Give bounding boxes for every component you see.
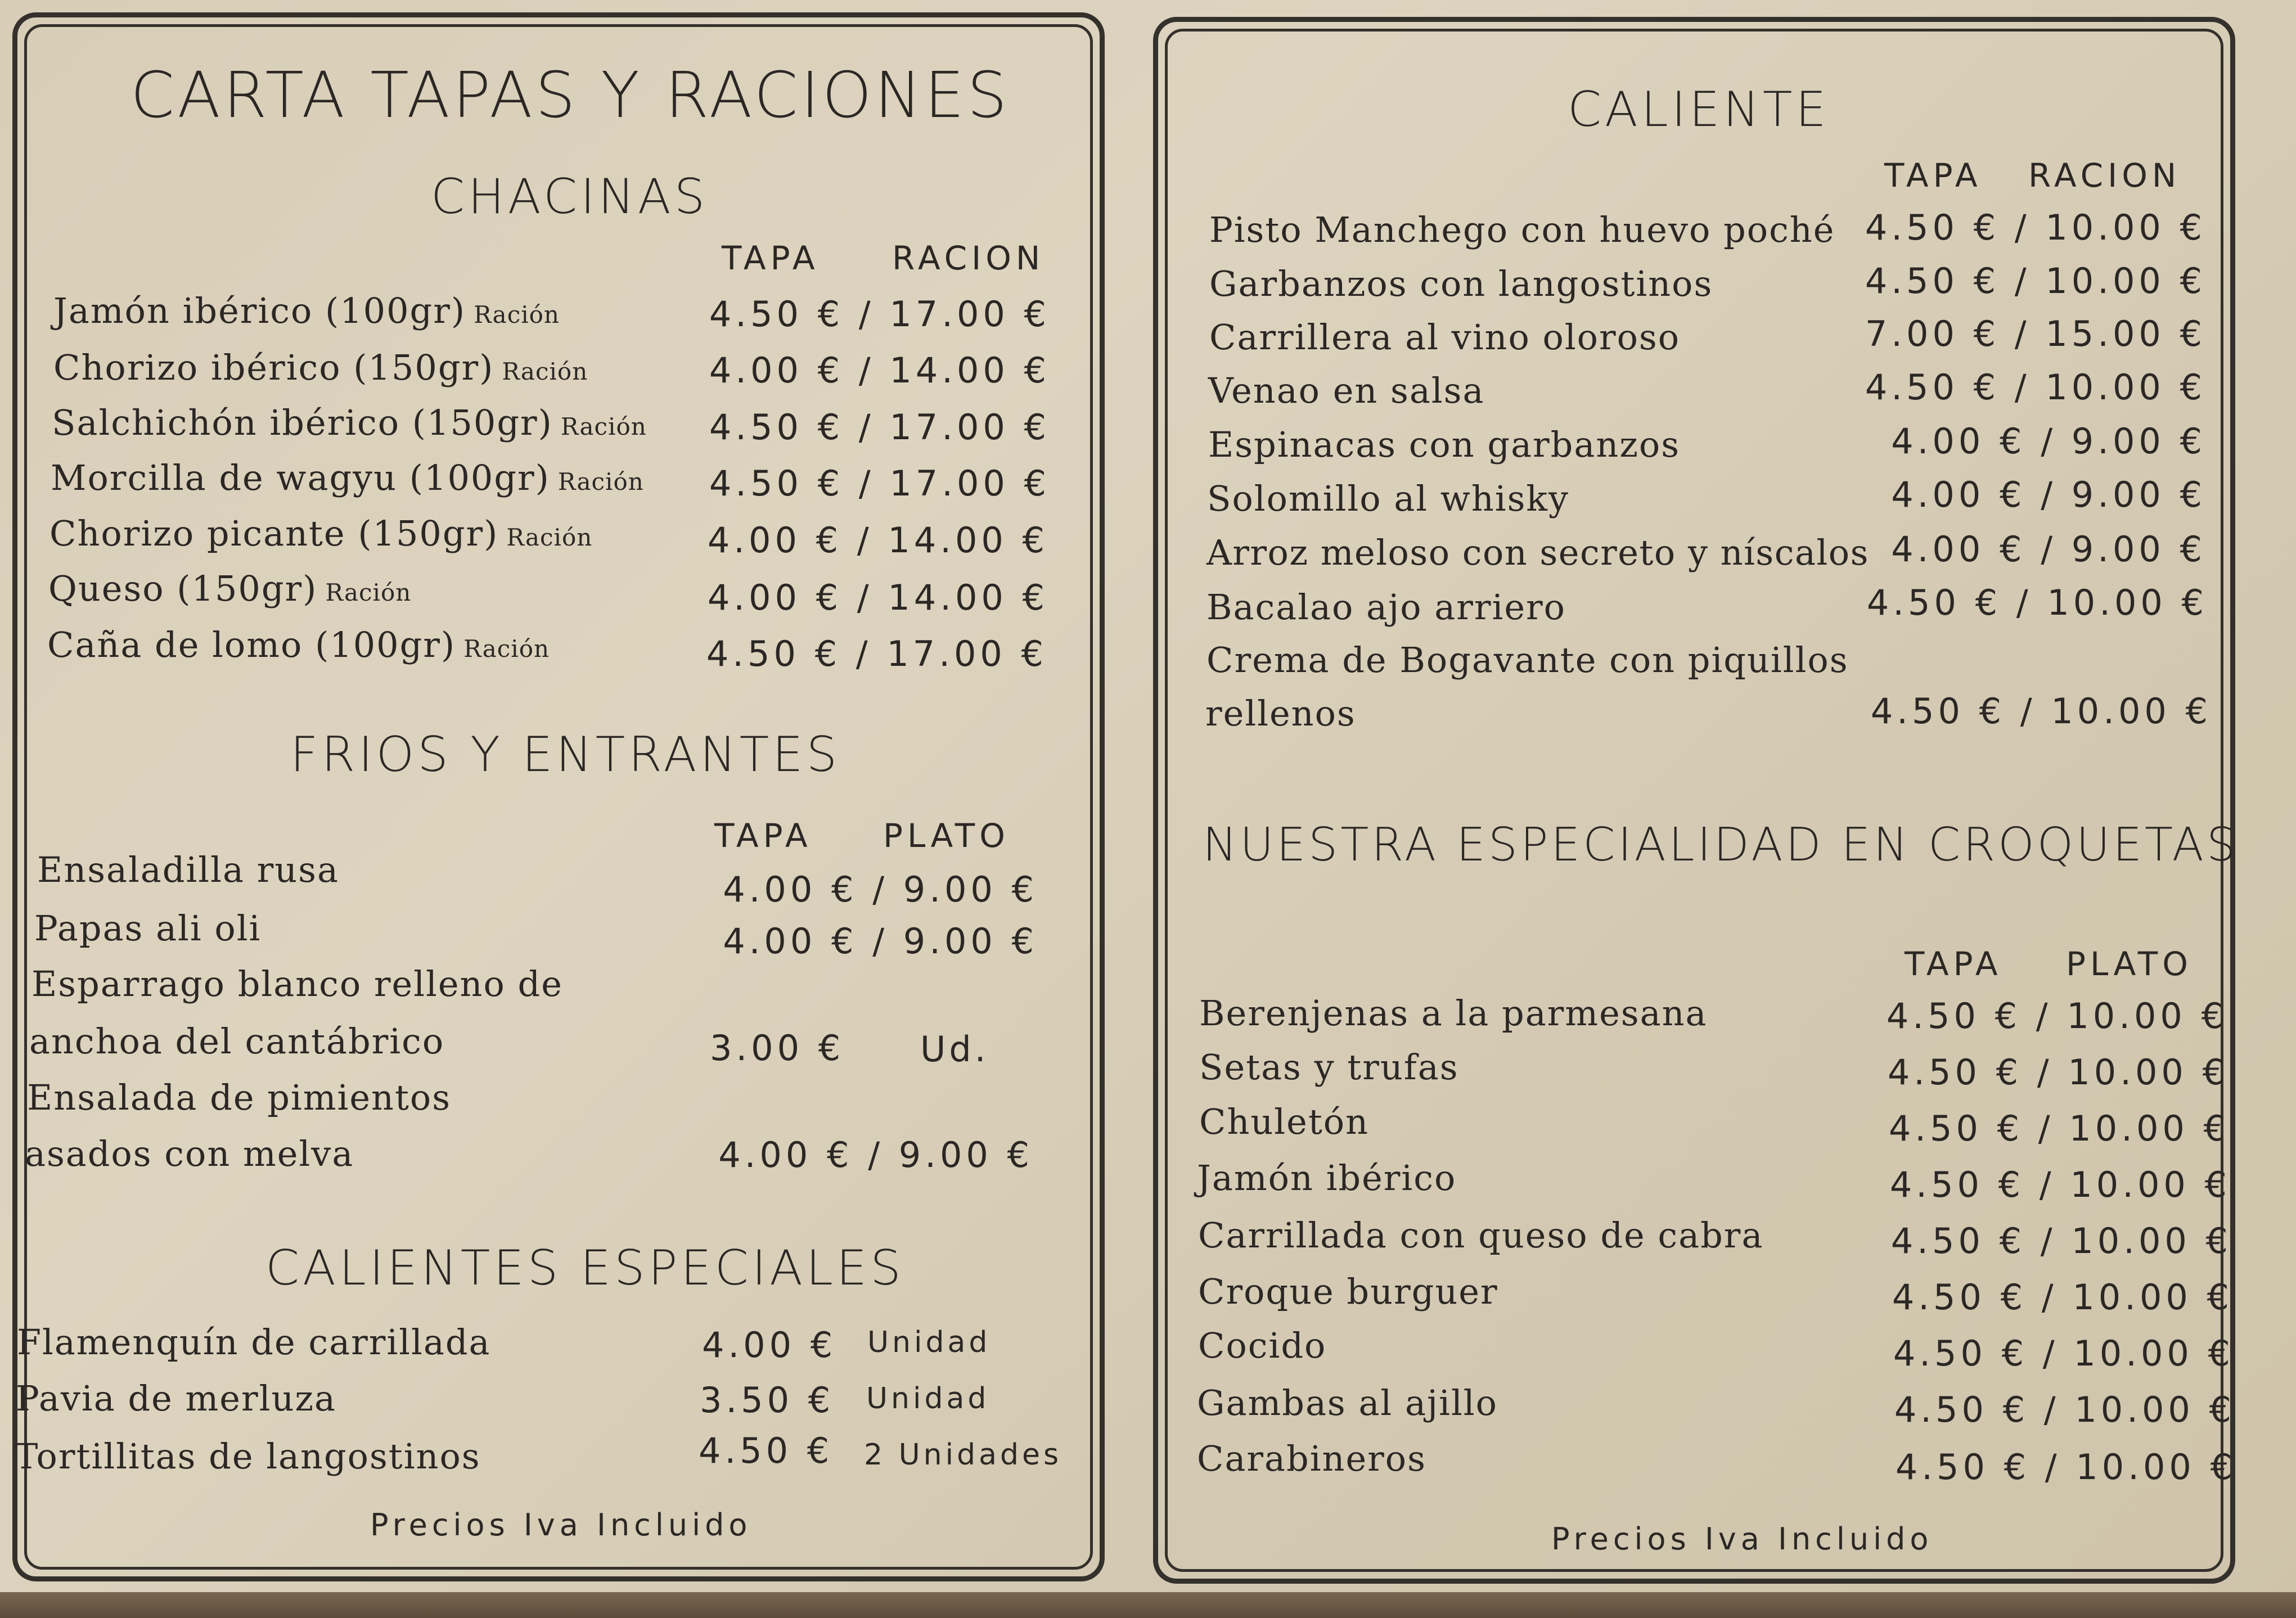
- especiales-item: Tortillitas de langostinos: [15, 1436, 481, 1477]
- caliente-price: 4.50 € / 10.00 €: [1865, 367, 2206, 408]
- especiales-item: Flamenquín de carrillada: [17, 1322, 491, 1363]
- frios-item-line2: asados con melva: [25, 1133, 354, 1174]
- croquetas-price: 4.50 € / 10.00 €: [1894, 1389, 2235, 1430]
- caliente-price: 4.50 € / 10.00 €: [1865, 207, 2206, 248]
- chacinas-price: 4.00 € / 14.00 €: [709, 350, 1050, 391]
- chacinas-item: [53, 290, 560, 331]
- item-unit: Ración: [502, 358, 588, 385]
- especiales-unit: 2 Unidades: [864, 1438, 1063, 1472]
- chacinas-item: [47, 624, 550, 665]
- caliente-price: 4.00 € / 9.00 €: [1891, 529, 2206, 570]
- item-name: Jamón ibérico (100gr): [53, 290, 466, 331]
- calientes-especiales-heading: CALIENTES ESPECIALES: [265, 1240, 904, 1296]
- caliente-item: Espinacas con garbanzos: [1208, 424, 1681, 465]
- frios-price: 3.00 €: [710, 1027, 845, 1069]
- frios-item: Esparrago blanco relleno de: [31, 963, 563, 1004]
- frios-item: Ensalada de pimientos: [27, 1077, 452, 1118]
- item-name: Chorizo picante (150gr): [49, 513, 499, 554]
- especiales-price: 4.00 €: [702, 1324, 837, 1365]
- especiales-price: 3.50 €: [700, 1380, 835, 1421]
- item-unit: Ración: [557, 468, 644, 495]
- caliente-col-tapa: TAPA: [1884, 156, 1982, 195]
- croquetas-price: 4.50 € / 10.00 €: [1890, 1220, 2232, 1261]
- chacinas-item: [52, 402, 647, 443]
- item-name: Queso (150gr): [48, 568, 318, 609]
- caliente-item: Venao en salsa: [1208, 370, 1485, 411]
- caliente-item: Pisto Manchego con huevo poché: [1209, 209, 1835, 250]
- croquetas-item: Gambas al ajillo: [1197, 1382, 1498, 1423]
- croquetas-item: Carrillada con queso de cabra: [1198, 1215, 1764, 1256]
- croquetas-col-tapa: TAPA: [1905, 945, 2002, 983]
- caliente-price: 4.50 € / 10.00 €: [1870, 691, 2212, 732]
- chacinas-price: 4.50 € / 17.00 €: [709, 463, 1050, 504]
- croquetas-price: 4.50 € / 10.00 €: [1889, 1164, 2231, 1205]
- croquetas-col-plato: PLATO: [2066, 945, 2193, 983]
- chacinas-price: 4.00 € / 14.00 €: [707, 520, 1048, 561]
- left-footer: Precios Iva Incluido: [370, 1507, 752, 1543]
- item-unit: Ración: [474, 301, 560, 328]
- caliente-item: Crema de Bogavante con piquillos: [1206, 639, 1849, 680]
- croquetas-item: Croque burguer: [1198, 1271, 1498, 1312]
- caliente-item: Carrillera al vino oloroso: [1209, 317, 1681, 358]
- croquetas-item: Cocido: [1198, 1325, 1327, 1366]
- chacinas-item: [53, 347, 588, 388]
- especiales-unit: Unidad: [867, 1326, 991, 1359]
- frios-price: 4.00 € / 9.00 €: [723, 869, 1038, 910]
- croquetas-item: Carabineros: [1197, 1438, 1426, 1479]
- croquetas-item: Setas y trufas: [1199, 1047, 1459, 1088]
- chacinas-item: [48, 568, 411, 609]
- item-name: Caña de lomo (100gr): [47, 624, 456, 665]
- item-unit: Ración: [325, 579, 412, 606]
- croquetas-price: 4.50 € / 10.00 €: [1893, 1333, 2234, 1374]
- especiales-price: 4.50 €: [699, 1430, 834, 1471]
- caliente-price: 4.00 € / 9.00 €: [1891, 474, 2206, 515]
- croquetas-item: Jamón ibérico: [1197, 1157, 1457, 1198]
- croquetas-price: 4.50 € / 10.00 €: [1892, 1277, 2233, 1318]
- frios-heading: FRIOS Y ENTRANTES: [290, 727, 841, 783]
- item-unit: Ración: [506, 524, 593, 551]
- item-name: Morcilla de wagyu (100gr): [51, 457, 550, 498]
- chacinas-item: [49, 513, 592, 554]
- frios-unit: Ud.: [920, 1029, 989, 1070]
- chacinas-item: [51, 457, 644, 498]
- especiales-item: Pavia de merluza: [16, 1378, 337, 1419]
- croquetas-price: 4.50 € / 10.00 €: [1895, 1446, 2236, 1488]
- chacinas-col-tapa: TAPA: [722, 239, 820, 277]
- croquetas-heading: NUESTRA ESPECIALIDAD EN CROQUETAS: [1203, 818, 2239, 872]
- menu-title: CARTA TAPAS Y RACIONES: [130, 59, 1010, 132]
- frios-item: Papas ali oli: [34, 908, 262, 949]
- croquetas-item: Berenjenas a la parmesana: [1199, 993, 1708, 1034]
- chacinas-price: 4.00 € / 14.00 €: [707, 577, 1048, 618]
- item-unit: Ración: [463, 635, 550, 662]
- frios-item-line2: anchoa del cantábrico: [29, 1021, 445, 1062]
- table-surface: [0, 1592, 2296, 1618]
- caliente-price: 4.50 € / 10.00 €: [1866, 582, 2208, 623]
- item-unit: Ración: [560, 413, 647, 440]
- chacinas-price: 4.50 € / 17.00 €: [709, 294, 1050, 335]
- chacinas-col-racion: RACION: [892, 239, 1045, 277]
- croquetas-item: Chuletón: [1199, 1101, 1369, 1142]
- chacinas-heading: CHACINAS: [431, 169, 709, 225]
- caliente-item: Solomillo al whisky: [1207, 478, 1570, 519]
- frios-col-plato: PLATO: [883, 817, 1010, 855]
- frios-price: 4.00 € / 9.00 €: [718, 1134, 1033, 1175]
- especiales-unit: Unidad: [866, 1382, 990, 1416]
- croquetas-price: 4.50 € / 10.00 €: [1886, 995, 2227, 1036]
- caliente-item: Arroz meloso con secreto y níscalos: [1206, 532, 1869, 573]
- caliente-price: 7.00 € / 15.00 €: [1865, 313, 2206, 354]
- frios-item: Ensaladilla rusa: [37, 849, 339, 890]
- chacinas-price: 4.50 € / 17.00 €: [709, 407, 1050, 448]
- caliente-item-line2: rellenos: [1205, 693, 1356, 734]
- caliente-item: Garbanzos con langostinos: [1209, 263, 1713, 304]
- item-name: Salchichón ibérico (150gr): [52, 402, 553, 443]
- caliente-col-racion: RACION: [2028, 156, 2181, 195]
- caliente-price: 4.50 € / 10.00 €: [1865, 260, 2206, 301]
- frios-col-tapa: TAPA: [714, 817, 812, 855]
- caliente-price: 4.00 € / 9.00 €: [1891, 421, 2206, 462]
- chacinas-price: 4.50 € / 17.00 €: [706, 633, 1047, 674]
- caliente-item: Bacalao ajo arriero: [1206, 587, 1566, 628]
- right-footer: Precios Iva Incluido: [1551, 1521, 1933, 1557]
- frios-price: 4.00 € / 9.00 €: [723, 921, 1038, 962]
- item-name: Chorizo ibérico (150gr): [53, 347, 494, 388]
- croquetas-price: 4.50 € / 10.00 €: [1888, 1108, 2230, 1149]
- croquetas-price: 4.50 € / 10.00 €: [1887, 1052, 2229, 1093]
- caliente-heading: CALIENTE: [1568, 82, 1830, 138]
